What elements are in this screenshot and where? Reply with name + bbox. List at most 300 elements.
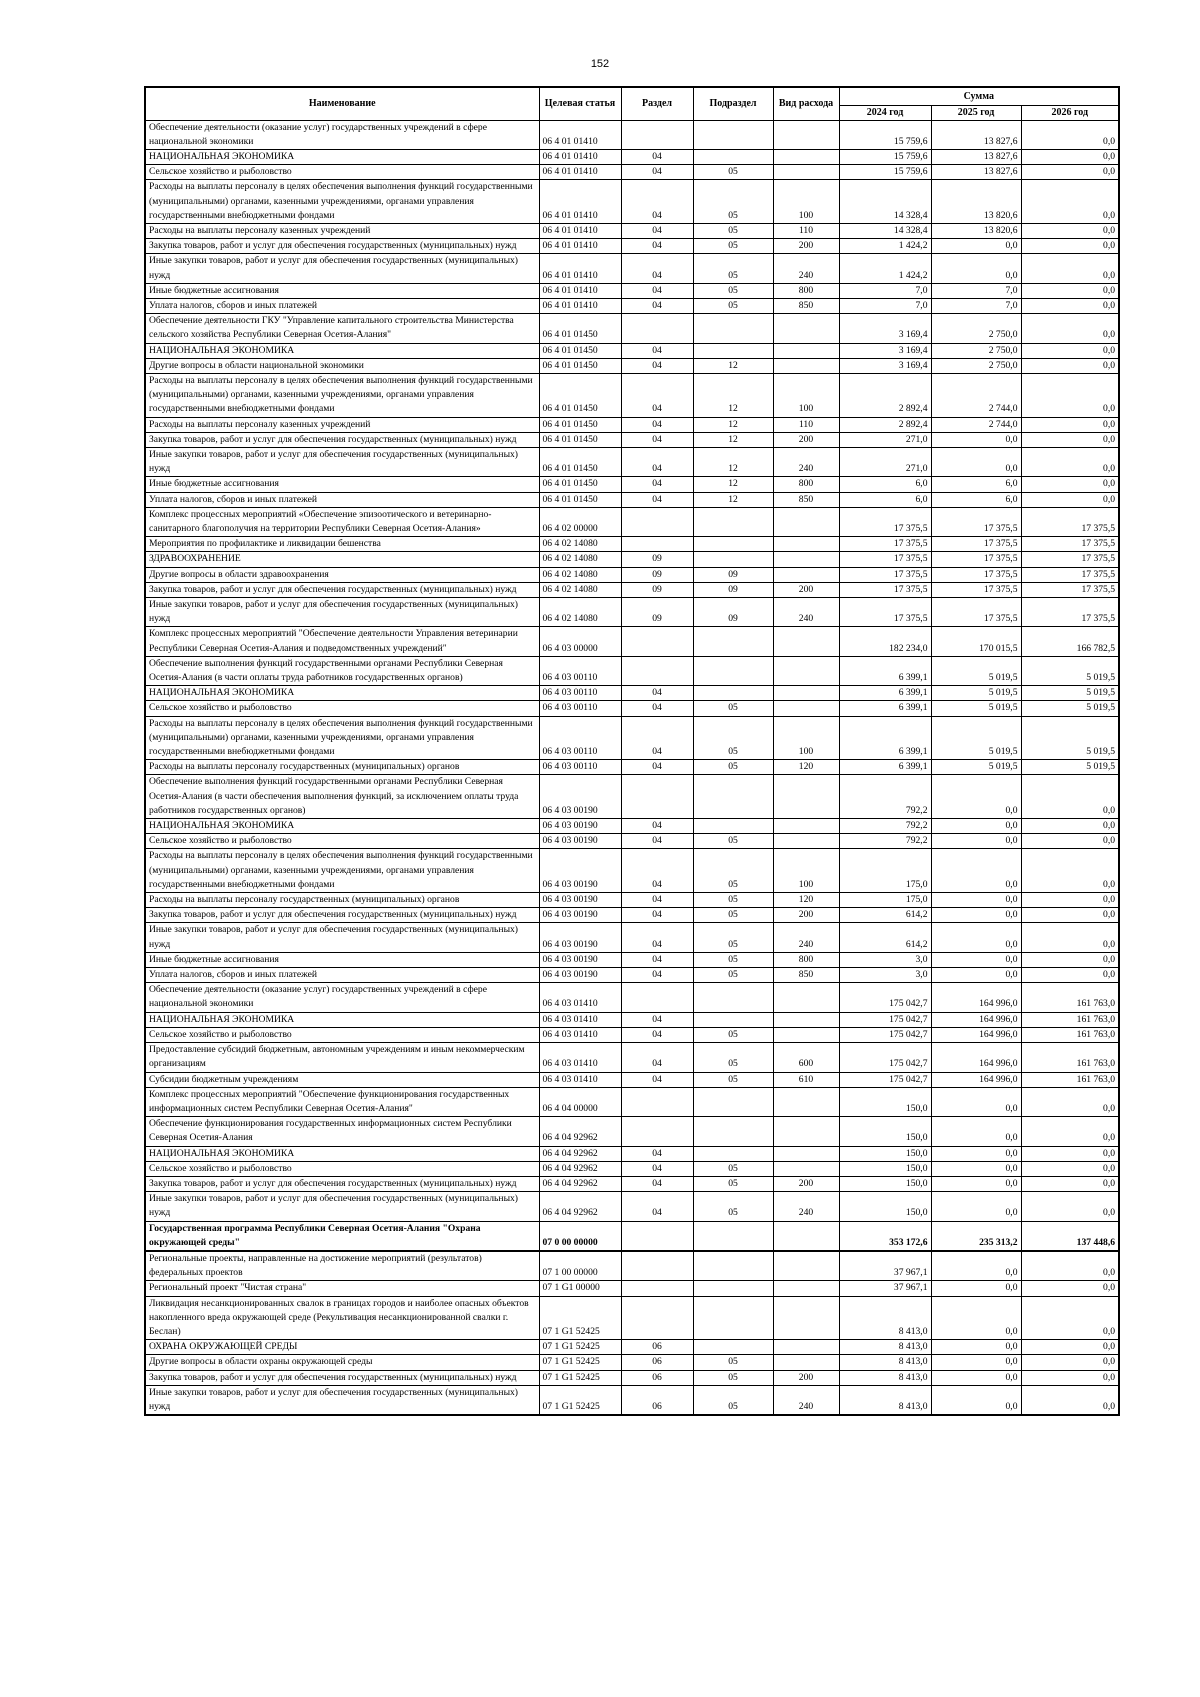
row-amount-2026-cell: 137 448,6 <box>1021 1221 1119 1251</box>
row-amount-2024-cell: 8 413,0 <box>839 1385 931 1415</box>
row-amount-2025-cell: 0,0 <box>931 447 1021 476</box>
row-amount-2024-cell: 3,0 <box>839 952 931 967</box>
row-expense-type-cell: 240 <box>773 447 839 476</box>
row-target-cell: 07 1 G1 52425 <box>539 1370 621 1385</box>
col-header-expense-type: Вид расхода <box>773 87 839 120</box>
row-name-cell: Обеспечение функционирования государственных информационных систем Республики Северная Осетия-Алания <box>145 1117 539 1146</box>
row-section-cell: 04 <box>621 1146 693 1161</box>
row-section-cell: 06 <box>621 1385 693 1415</box>
row-amount-2026-cell: 5 019,5 <box>1021 701 1119 716</box>
row-target-cell: 06 4 03 00190 <box>539 893 621 908</box>
row-name-cell: Региональный проект "Чистая страна" <box>145 1281 539 1296</box>
row-amount-2026-cell: 166 782,5 <box>1021 627 1119 656</box>
row-subsection-cell: 05 <box>693 1161 773 1176</box>
row-section-cell: 04 <box>621 149 693 164</box>
row-expense-type-cell <box>773 1355 839 1370</box>
row-expense-type-cell <box>773 1221 839 1251</box>
row-name-cell: Обеспечение выполнения функций государственными органами Республики Северная Осетия-Алания (в части обеспечения выполнения функций, за исключением оплаты труда работников государственных органов) <box>145 775 539 819</box>
row-target-cell: 06 4 01 01450 <box>539 373 621 417</box>
row-amount-2025-cell: 13 820,6 <box>931 180 1021 224</box>
row-name-cell: Ликвидация несанкционированных свалок в границах городов и наиболее опасных объектов накопленного вреда окружающей среде (Рекультивация несанкционированной свалки г. Беслан) <box>145 1296 539 1340</box>
row-target-cell: 06 4 03 00190 <box>539 908 621 923</box>
row-subsection-cell: 05 <box>693 716 773 760</box>
row-name-cell: Субсидии бюджетным учреждениям <box>145 1072 539 1087</box>
row-section-cell: 04 <box>621 686 693 701</box>
row-amount-2025-cell: 164 996,0 <box>931 1027 1021 1042</box>
row-amount-2026-cell: 161 763,0 <box>1021 983 1119 1012</box>
row-expense-type-cell: 850 <box>773 298 839 313</box>
row-target-cell: 06 4 01 01410 <box>539 254 621 283</box>
row-amount-2026-cell: 0,0 <box>1021 239 1119 254</box>
row-amount-2026-cell: 161 763,0 <box>1021 1027 1119 1042</box>
row-amount-2025-cell: 2 750,0 <box>931 314 1021 343</box>
table-row <box>145 1027 1119 1042</box>
table-row <box>145 952 1119 967</box>
row-section-cell: 04 <box>621 760 693 775</box>
row-amount-2024-cell: 3,0 <box>839 968 931 983</box>
row-subsection-cell: 05 <box>693 849 773 893</box>
row-amount-2024-cell: 150,0 <box>839 1176 931 1191</box>
table-row <box>145 1340 1119 1355</box>
table-row <box>145 627 1119 656</box>
row-amount-2026-cell: 0,0 <box>1021 254 1119 283</box>
row-section-cell: 04 <box>621 180 693 224</box>
row-subsection-cell <box>693 1012 773 1027</box>
col-header-name: Наименование <box>145 87 539 120</box>
row-expense-type-cell <box>773 343 839 358</box>
row-amount-2026-cell: 0,0 <box>1021 893 1119 908</box>
row-target-cell: 06 4 02 14080 <box>539 582 621 597</box>
row-amount-2024-cell: 150,0 <box>839 1161 931 1176</box>
row-name-cell: Расходы на выплаты персоналу в целях обеспечения выполнения функций государственными (муниципальными) органами, казенными учреждениями, органами управления государственными внебюджетными фондами <box>145 373 539 417</box>
row-expense-type-cell <box>773 149 839 164</box>
row-target-cell: 06 4 03 00190 <box>539 775 621 819</box>
row-name-cell: Иные закупки товаров, работ и услуг для обеспечения государственных (муниципальных) нужд <box>145 923 539 952</box>
row-amount-2025-cell: 13 827,6 <box>931 149 1021 164</box>
row-section-cell: 04 <box>621 165 693 180</box>
row-target-cell: 06 4 03 00190 <box>539 952 621 967</box>
row-expense-type-cell: 200 <box>773 1176 839 1191</box>
row-expense-type-cell: 110 <box>773 417 839 432</box>
row-expense-type-cell: 200 <box>773 239 839 254</box>
row-name-cell: Закупка товаров, работ и услуг для обеспечения государственных (муниципальных) нужд <box>145 582 539 597</box>
row-amount-2025-cell: 0,0 <box>931 1385 1021 1415</box>
row-section-cell: 06 <box>621 1355 693 1370</box>
row-target-cell: 06 4 01 01450 <box>539 417 621 432</box>
row-amount-2025-cell: 0,0 <box>931 893 1021 908</box>
row-target-cell: 06 4 03 01410 <box>539 1043 621 1072</box>
row-amount-2024-cell: 6 399,1 <box>839 716 931 760</box>
row-amount-2026-cell: 0,0 <box>1021 819 1119 834</box>
row-section-cell: 04 <box>621 923 693 952</box>
table-row <box>145 165 1119 180</box>
row-target-cell: 06 4 03 00110 <box>539 686 621 701</box>
row-target-cell: 06 4 01 01410 <box>539 239 621 254</box>
row-name-cell: Иные закупки товаров, работ и услуг для обеспечения государственных (муниципальных) нужд <box>145 254 539 283</box>
row-amount-2024-cell: 3 169,4 <box>839 343 931 358</box>
row-subsection-cell: 05 <box>693 760 773 775</box>
row-amount-2026-cell: 0,0 <box>1021 283 1119 298</box>
table-row <box>145 598 1119 627</box>
row-amount-2026-cell: 0,0 <box>1021 834 1119 849</box>
row-subsection-cell: 05 <box>693 1385 773 1415</box>
row-section-cell: 04 <box>621 1176 693 1191</box>
table-row <box>145 1146 1119 1161</box>
row-target-cell: 06 4 02 14080 <box>539 537 621 552</box>
row-expense-type-cell: 800 <box>773 952 839 967</box>
row-amount-2025-cell: 17 375,5 <box>931 507 1021 536</box>
col-header-amount: Сумма <box>839 87 1119 105</box>
row-subsection-cell <box>693 537 773 552</box>
row-amount-2024-cell: 17 375,5 <box>839 598 931 627</box>
row-target-cell: 06 4 03 00110 <box>539 716 621 760</box>
table-body <box>145 120 1119 1415</box>
row-subsection-cell: 09 <box>693 598 773 627</box>
row-amount-2025-cell: 0,0 <box>931 849 1021 893</box>
row-target-cell: 06 4 01 01450 <box>539 477 621 492</box>
row-amount-2024-cell: 37 967,1 <box>839 1251 931 1281</box>
row-amount-2024-cell: 14 328,4 <box>839 180 931 224</box>
row-amount-2024-cell: 6 399,1 <box>839 656 931 685</box>
table-row <box>145 760 1119 775</box>
row-expense-type-cell <box>773 775 839 819</box>
row-subsection-cell <box>693 819 773 834</box>
row-expense-type-cell: 240 <box>773 254 839 283</box>
row-name-cell: Расходы на выплаты персоналу в целях обеспечения выполнения функций государственными (муниципальными) органами, казенными учреждениями, органами управления государственными внебюджетными фондами <box>145 849 539 893</box>
row-section-cell: 04 <box>621 239 693 254</box>
row-expense-type-cell <box>773 537 839 552</box>
row-subsection-cell: 05 <box>693 834 773 849</box>
row-section-cell: 04 <box>621 373 693 417</box>
row-expense-type-cell <box>773 1146 839 1161</box>
row-name-cell: Закупка товаров, работ и услуг для обеспечения государственных (муниципальных) нужд <box>145 239 539 254</box>
table-row <box>145 358 1119 373</box>
row-amount-2024-cell: 17 375,5 <box>839 552 931 567</box>
row-name-cell: НАЦИОНАЛЬНАЯ ЭКОНОМИКА <box>145 1146 539 1161</box>
row-subsection-cell <box>693 1296 773 1340</box>
row-amount-2026-cell: 0,0 <box>1021 1117 1119 1146</box>
row-amount-2026-cell: 17 375,5 <box>1021 582 1119 597</box>
row-amount-2025-cell: 6,0 <box>931 492 1021 507</box>
table-row <box>145 893 1119 908</box>
row-subsection-cell: 05 <box>693 298 773 313</box>
row-target-cell: 06 4 03 00190 <box>539 968 621 983</box>
row-amount-2024-cell: 792,2 <box>839 819 931 834</box>
row-amount-2025-cell: 17 375,5 <box>931 598 1021 627</box>
row-amount-2026-cell: 0,0 <box>1021 417 1119 432</box>
row-amount-2026-cell: 161 763,0 <box>1021 1043 1119 1072</box>
row-amount-2024-cell: 6,0 <box>839 477 931 492</box>
row-subsection-cell <box>693 1221 773 1251</box>
row-amount-2024-cell: 6 399,1 <box>839 686 931 701</box>
row-amount-2026-cell: 0,0 <box>1021 298 1119 313</box>
row-subsection-cell: 12 <box>693 492 773 507</box>
row-name-cell: Сельское хозяйство и рыболовство <box>145 1161 539 1176</box>
row-section-cell <box>621 1087 693 1116</box>
row-section-cell: 09 <box>621 567 693 582</box>
row-amount-2026-cell: 0,0 <box>1021 165 1119 180</box>
row-name-cell: Уплата налогов, сборов и иных платежей <box>145 968 539 983</box>
row-amount-2025-cell: 0,0 <box>931 1192 1021 1221</box>
row-name-cell: Закупка товаров, работ и услуг для обеспечения государственных (муниципальных) нужд <box>145 908 539 923</box>
row-target-cell: 06 4 03 01410 <box>539 1072 621 1087</box>
row-subsection-cell <box>693 1146 773 1161</box>
row-section-cell: 04 <box>621 908 693 923</box>
row-target-cell: 06 4 03 00190 <box>539 819 621 834</box>
row-amount-2026-cell: 0,0 <box>1021 1192 1119 1221</box>
row-name-cell: Расходы на выплаты персоналу государственных (муниципальных) органов <box>145 893 539 908</box>
row-expense-type-cell <box>773 358 839 373</box>
row-expense-type-cell: 850 <box>773 492 839 507</box>
row-subsection-cell <box>693 1117 773 1146</box>
row-target-cell: 07 1 00 00000 <box>539 1251 621 1281</box>
row-amount-2024-cell: 150,0 <box>839 1192 931 1221</box>
row-amount-2026-cell: 17 375,5 <box>1021 567 1119 582</box>
table-row <box>145 149 1119 164</box>
row-amount-2026-cell: 5 019,5 <box>1021 656 1119 685</box>
row-amount-2024-cell: 3 169,4 <box>839 358 931 373</box>
row-expense-type-cell <box>773 552 839 567</box>
table-row <box>145 283 1119 298</box>
row-expense-type-cell <box>773 1027 839 1042</box>
row-amount-2025-cell: 0,0 <box>931 1161 1021 1176</box>
table-row <box>145 180 1119 224</box>
row-name-cell: Обеспечение деятельности ГКУ "Управление капитального строительства Министерства сельского хозяйства Республики Северная Осетия-Алания" <box>145 314 539 343</box>
row-amount-2025-cell: 0,0 <box>931 1296 1021 1340</box>
row-amount-2026-cell: 0,0 <box>1021 1281 1119 1296</box>
row-expense-type-cell <box>773 120 839 149</box>
row-subsection-cell: 05 <box>693 968 773 983</box>
row-amount-2025-cell: 0,0 <box>931 1370 1021 1385</box>
row-section-cell: 04 <box>621 447 693 476</box>
row-amount-2024-cell: 17 375,5 <box>839 537 931 552</box>
row-amount-2025-cell: 164 996,0 <box>931 1072 1021 1087</box>
row-expense-type-cell <box>773 507 839 536</box>
row-name-cell: Государственная программа Республики Северная Осетия-Алания "Охрана окружающей среды" <box>145 1221 539 1251</box>
table-row <box>145 1176 1119 1191</box>
row-subsection-cell: 12 <box>693 373 773 417</box>
row-amount-2025-cell: 17 375,5 <box>931 552 1021 567</box>
row-amount-2026-cell: 17 375,5 <box>1021 552 1119 567</box>
row-subsection-cell <box>693 775 773 819</box>
row-name-cell: Мероприятия по профилактике и ликвидации бешенства <box>145 537 539 552</box>
row-section-cell <box>621 1221 693 1251</box>
table-row <box>145 1355 1119 1370</box>
row-section-cell <box>621 775 693 819</box>
row-amount-2024-cell: 2 892,4 <box>839 373 931 417</box>
row-amount-2025-cell: 0,0 <box>931 1087 1021 1116</box>
row-amount-2025-cell: 164 996,0 <box>931 983 1021 1012</box>
row-name-cell: Комплекс процессных мероприятий "Обеспечение деятельности Управления ветеринарии Республики Северная Осетия-Алания и подведомственных учреждений" <box>145 627 539 656</box>
row-name-cell: Другие вопросы в области национальной экономики <box>145 358 539 373</box>
row-subsection-cell: 05 <box>693 1027 773 1042</box>
table-row <box>145 120 1119 149</box>
row-name-cell: НАЦИОНАЛЬНАЯ ЭКОНОМИКА <box>145 1012 539 1027</box>
row-amount-2025-cell: 5 019,5 <box>931 686 1021 701</box>
row-expense-type-cell: 600 <box>773 1043 839 1072</box>
row-amount-2024-cell: 792,2 <box>839 834 931 849</box>
row-expense-type-cell: 200 <box>773 432 839 447</box>
row-amount-2025-cell: 5 019,5 <box>931 656 1021 685</box>
row-name-cell: Региональные проекты, направленные на достижение мероприятий (результатов) федеральных проектов <box>145 1251 539 1281</box>
row-amount-2025-cell: 0,0 <box>931 432 1021 447</box>
row-name-cell: Закупка товаров, работ и услуг для обеспечения государственных (муниципальных) нужд <box>145 1176 539 1191</box>
row-amount-2025-cell: 164 996,0 <box>931 1043 1021 1072</box>
row-amount-2026-cell: 0,0 <box>1021 223 1119 238</box>
row-name-cell: Другие вопросы в области здравоохранения <box>145 567 539 582</box>
row-subsection-cell <box>693 1340 773 1355</box>
table-row <box>145 1192 1119 1221</box>
row-expense-type-cell <box>773 1087 839 1116</box>
row-amount-2025-cell: 7,0 <box>931 283 1021 298</box>
row-section-cell: 04 <box>621 1043 693 1072</box>
row-amount-2024-cell: 614,2 <box>839 923 931 952</box>
row-amount-2025-cell: 13 827,6 <box>931 120 1021 149</box>
table-row <box>145 298 1119 313</box>
row-name-cell: Обеспечение выполнения функций государственными органами Республики Северная Осетия-Алания (в части оплаты труда работников государственных органов) <box>145 656 539 685</box>
row-amount-2024-cell: 792,2 <box>839 775 931 819</box>
row-amount-2024-cell: 6,0 <box>839 492 931 507</box>
row-section-cell <box>621 656 693 685</box>
row-amount-2026-cell: 0,0 <box>1021 180 1119 224</box>
row-amount-2024-cell: 7,0 <box>839 298 931 313</box>
budget-table <box>144 86 1120 1416</box>
row-expense-type-cell <box>773 1012 839 1027</box>
row-target-cell: 06 4 02 00000 <box>539 507 621 536</box>
row-target-cell: 06 4 04 00000 <box>539 1087 621 1116</box>
row-name-cell: Расходы на выплаты персоналу государственных (муниципальных) органов <box>145 760 539 775</box>
row-target-cell: 06 4 03 01410 <box>539 983 621 1012</box>
row-expense-type-cell <box>773 834 839 849</box>
table-row <box>145 1370 1119 1385</box>
row-target-cell: 06 4 03 00190 <box>539 849 621 893</box>
row-subsection-cell: 05 <box>693 1072 773 1087</box>
row-amount-2024-cell: 1 424,2 <box>839 254 931 283</box>
row-amount-2024-cell: 14 328,4 <box>839 223 931 238</box>
row-amount-2024-cell: 175 042,7 <box>839 1012 931 1027</box>
col-header-2024: 2024 год <box>839 105 931 120</box>
row-name-cell: Иные закупки товаров, работ и услуг для обеспечения государственных (муниципальных) нужд <box>145 1385 539 1415</box>
row-subsection-cell <box>693 627 773 656</box>
row-name-cell: Иные закупки товаров, работ и услуг для обеспечения государственных (муниципальных) нужд <box>145 598 539 627</box>
row-amount-2024-cell: 15 759,6 <box>839 120 931 149</box>
row-section-cell <box>621 1117 693 1146</box>
row-expense-type-cell: 240 <box>773 923 839 952</box>
row-subsection-cell <box>693 1281 773 1296</box>
table-row <box>145 314 1119 343</box>
row-section-cell: 04 <box>621 952 693 967</box>
row-expense-type-cell: 850 <box>773 968 839 983</box>
row-amount-2025-cell: 0,0 <box>931 254 1021 283</box>
row-subsection-cell: 05 <box>693 701 773 716</box>
row-section-cell <box>621 537 693 552</box>
table-row <box>145 239 1119 254</box>
row-expense-type-cell: 610 <box>773 1072 839 1087</box>
row-amount-2026-cell: 0,0 <box>1021 477 1119 492</box>
row-amount-2024-cell: 17 375,5 <box>839 567 931 582</box>
row-target-cell: 06 4 03 00110 <box>539 701 621 716</box>
row-amount-2025-cell: 0,0 <box>931 923 1021 952</box>
row-amount-2025-cell: 2 744,0 <box>931 373 1021 417</box>
row-amount-2026-cell: 0,0 <box>1021 775 1119 819</box>
row-amount-2026-cell: 0,0 <box>1021 908 1119 923</box>
row-amount-2024-cell: 271,0 <box>839 432 931 447</box>
row-amount-2026-cell: 0,0 <box>1021 149 1119 164</box>
row-name-cell: Иные бюджетные ассигнования <box>145 477 539 492</box>
row-amount-2026-cell: 0,0 <box>1021 1176 1119 1191</box>
row-amount-2026-cell: 5 019,5 <box>1021 716 1119 760</box>
row-subsection-cell: 09 <box>693 567 773 582</box>
row-subsection-cell: 05 <box>693 923 773 952</box>
row-amount-2025-cell: 17 375,5 <box>931 567 1021 582</box>
row-subsection-cell: 05 <box>693 1192 773 1221</box>
row-section-cell: 04 <box>621 223 693 238</box>
row-subsection-cell: 05 <box>693 223 773 238</box>
row-name-cell: Расходы на выплаты персоналу казенных учреждений <box>145 417 539 432</box>
row-expense-type-cell: 200 <box>773 582 839 597</box>
row-target-cell: 06 4 04 92962 <box>539 1192 621 1221</box>
table-row <box>145 1161 1119 1176</box>
row-amount-2026-cell: 5 019,5 <box>1021 686 1119 701</box>
row-amount-2025-cell: 17 375,5 <box>931 582 1021 597</box>
table-row <box>145 1296 1119 1340</box>
row-section-cell: 04 <box>621 819 693 834</box>
row-section-cell: 04 <box>621 343 693 358</box>
row-amount-2026-cell: 0,0 <box>1021 1385 1119 1415</box>
row-section-cell <box>621 1296 693 1340</box>
row-name-cell: НАЦИОНАЛЬНАЯ ЭКОНОМИКА <box>145 343 539 358</box>
row-subsection-cell: 12 <box>693 432 773 447</box>
table-row <box>145 1012 1119 1027</box>
row-expense-type-cell <box>773 656 839 685</box>
table-row <box>145 819 1119 834</box>
row-amount-2025-cell: 13 820,6 <box>931 223 1021 238</box>
row-subsection-cell <box>693 149 773 164</box>
row-amount-2024-cell: 175 042,7 <box>839 1027 931 1042</box>
row-section-cell <box>621 627 693 656</box>
table-header <box>145 87 1119 120</box>
table-row <box>145 373 1119 417</box>
row-section-cell: 04 <box>621 968 693 983</box>
table-row <box>145 582 1119 597</box>
row-section-cell: 04 <box>621 283 693 298</box>
row-amount-2024-cell: 8 413,0 <box>839 1340 931 1355</box>
row-target-cell: 06 4 03 00110 <box>539 760 621 775</box>
row-amount-2026-cell: 0,0 <box>1021 343 1119 358</box>
row-name-cell: Другие вопросы в области охраны окружающей среды <box>145 1355 539 1370</box>
row-target-cell: 06 4 03 01410 <box>539 1012 621 1027</box>
row-amount-2026-cell: 17 375,5 <box>1021 537 1119 552</box>
row-amount-2024-cell: 8 413,0 <box>839 1355 931 1370</box>
row-section-cell <box>621 1251 693 1281</box>
row-section-cell: 06 <box>621 1340 693 1355</box>
row-expense-type-cell <box>773 314 839 343</box>
table-row <box>145 567 1119 582</box>
row-amount-2026-cell: 0,0 <box>1021 968 1119 983</box>
table-row <box>145 537 1119 552</box>
row-amount-2026-cell: 161 763,0 <box>1021 1072 1119 1087</box>
row-name-cell: Комплекс процессных мероприятий "Обеспечение функционирования государственных информационных систем Республики Северная Осетия-Алания" <box>145 1087 539 1116</box>
row-amount-2024-cell: 6 399,1 <box>839 701 931 716</box>
row-expense-type-cell: 240 <box>773 598 839 627</box>
row-subsection-cell: 05 <box>693 254 773 283</box>
row-section-cell: 04 <box>621 298 693 313</box>
col-header-subsection: Подраздел <box>693 87 773 120</box>
row-section-cell <box>621 120 693 149</box>
row-subsection-cell: 05 <box>693 1043 773 1072</box>
row-subsection-cell: 05 <box>693 893 773 908</box>
row-expense-type-cell <box>773 567 839 582</box>
